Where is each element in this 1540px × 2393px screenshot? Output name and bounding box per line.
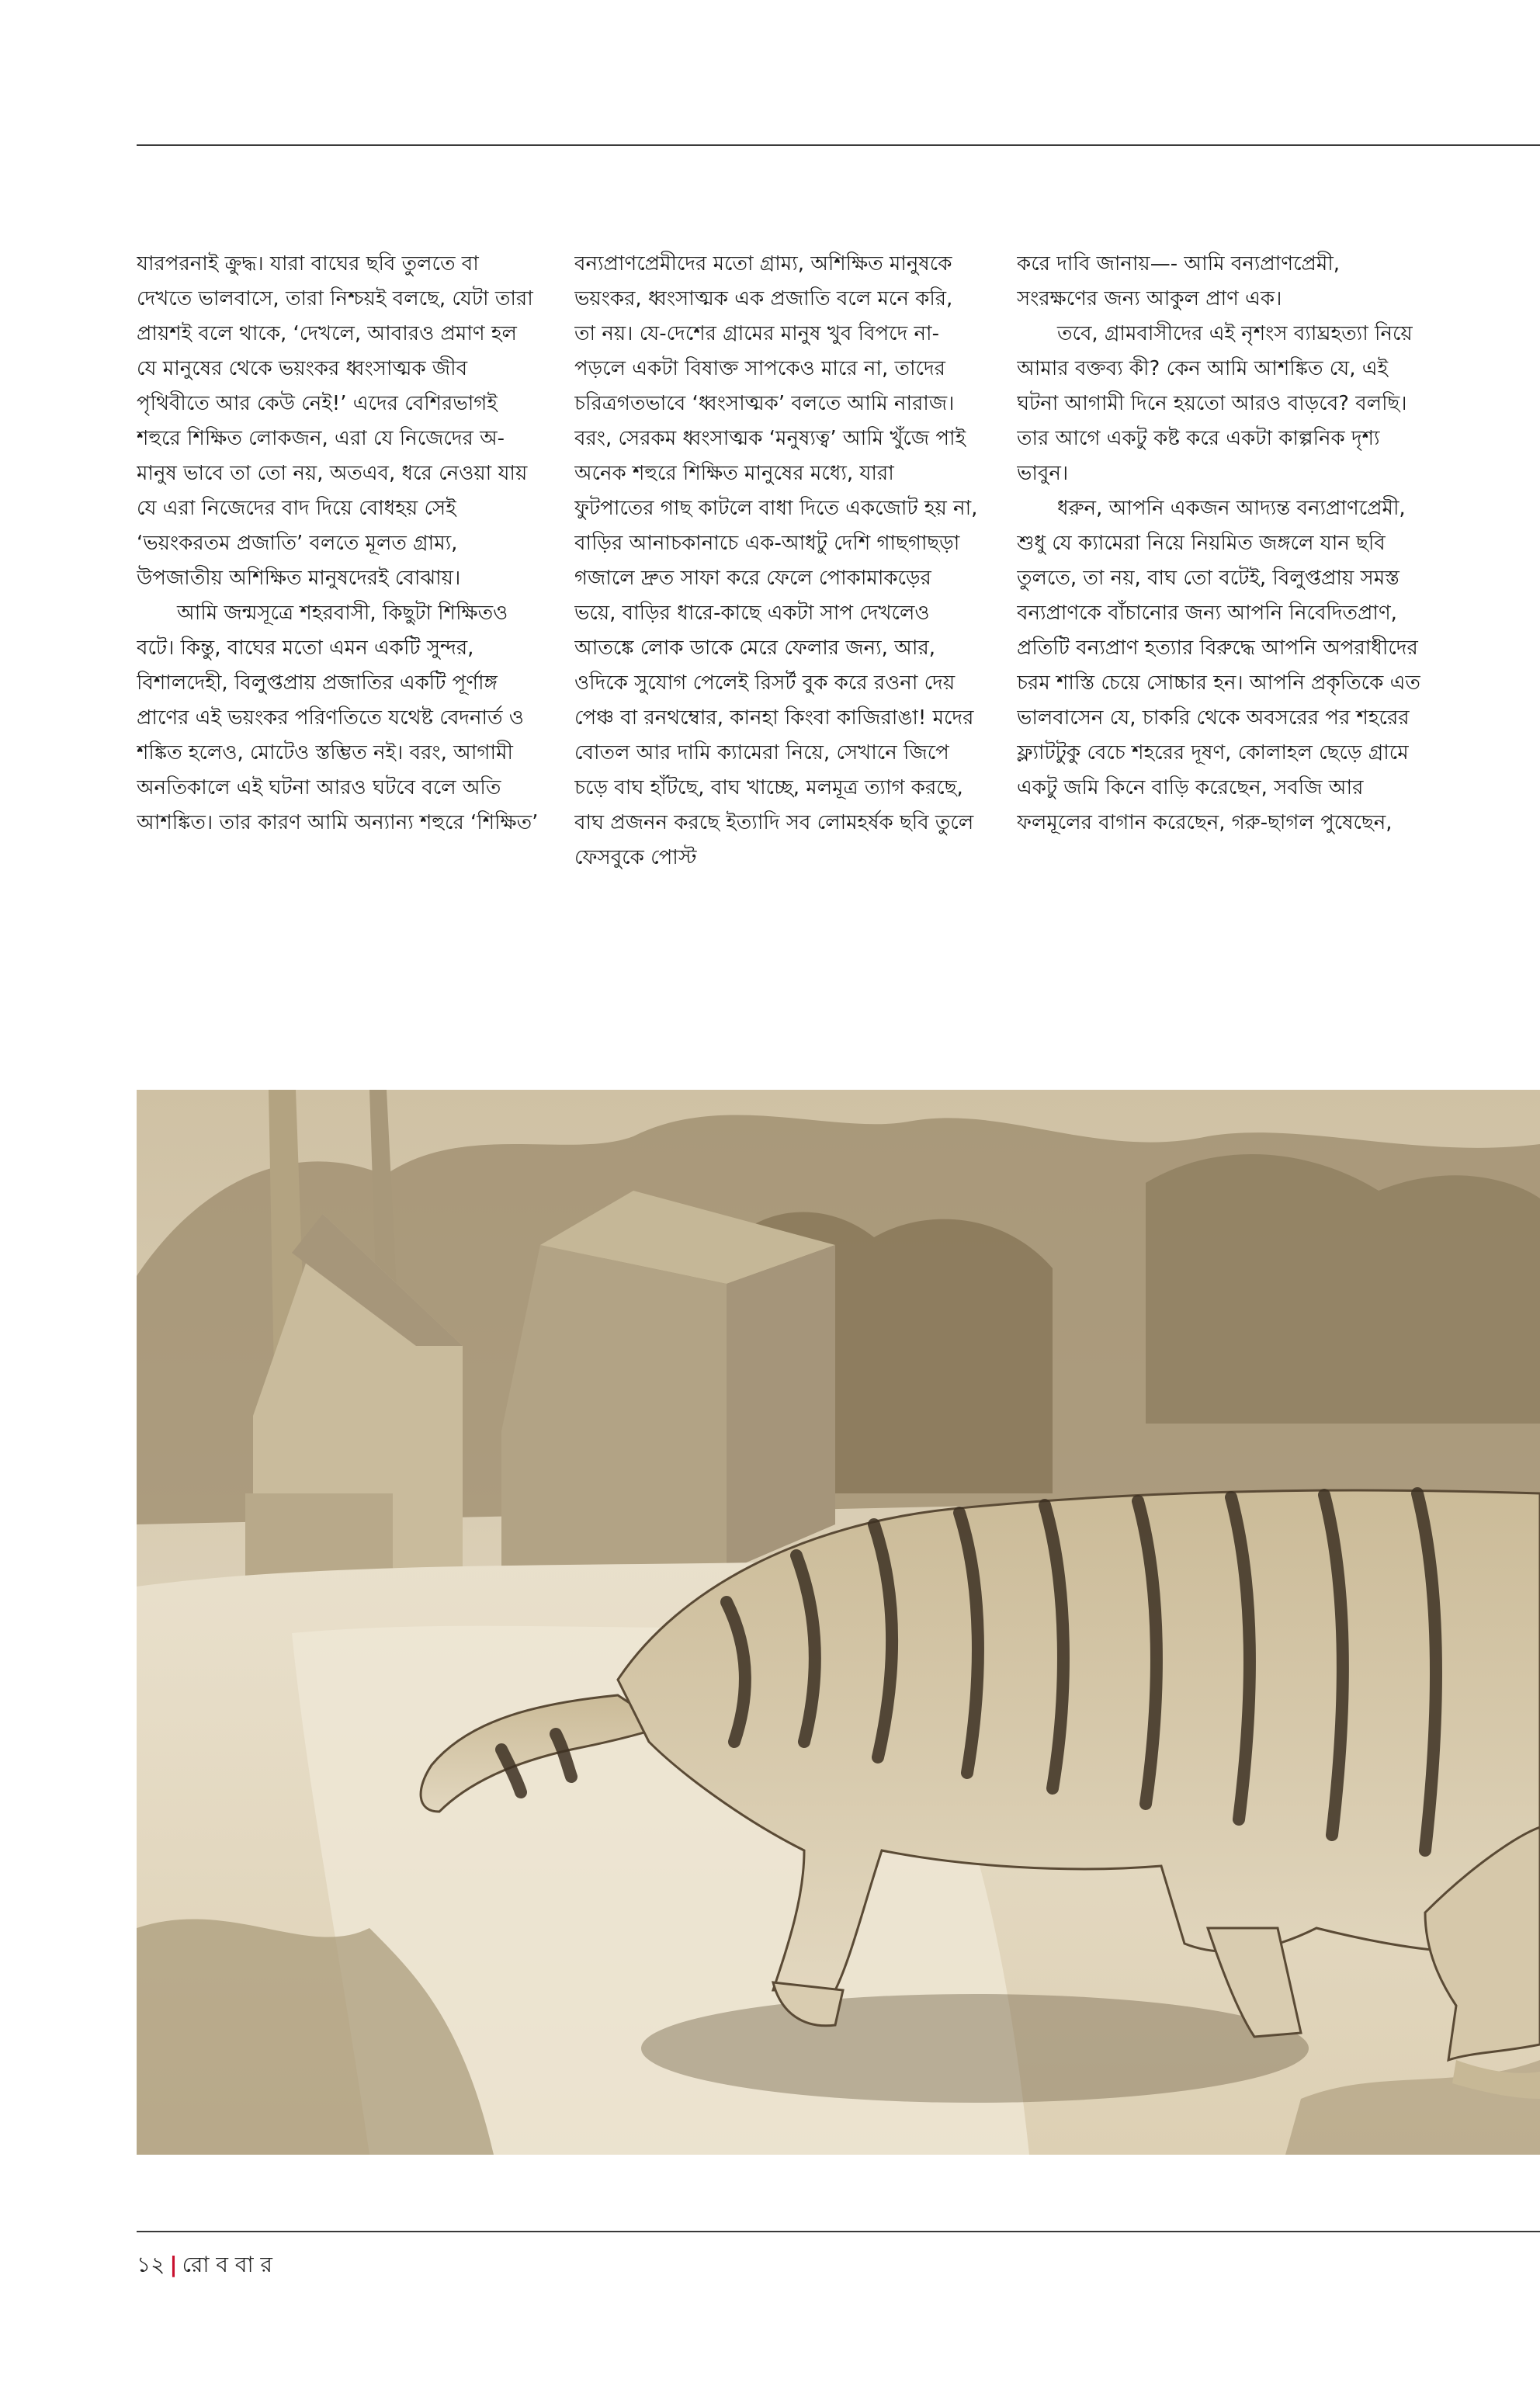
paragraph: করে দাবি জানায়—- আমি বন্যপ্রাণপ্রেমী, সংরক্ষণের জন্য আকুল প্রাণ এক। <box>1017 252 1341 310</box>
paragraph: তবে, গ্রামবাসীদের এই নৃশংস ব্যাঘ্রহত্যা নিয়ে আমার বক্তব্য কী? কেন আমি আশঙ্কিত যে, এই ঘটনা আগামী দিনে হয়তো আরও বাড়বে? বলছি। তার আগে একটু কষ্ট করে একটা কাল্পনিক দৃশ্য ভাবুন। <box>1017 322 1413 485</box>
article-column-3 <box>1017 247 1420 1046</box>
tiger-village-illustration <box>137 1090 1540 2155</box>
magazine-name: রো ব বা র <box>182 2252 272 2277</box>
article-column-2 <box>574 247 978 1046</box>
paragraph: যারপরনাই ক্রুদ্ধ। যারা বাঘের ছবি তুলতে বা দেখতে ভালবাসে, তারা নিশ্চয়ই বলছে, যেটা তারা প্রায়শই বলে থাকে, ‘দেখলে, আবারও প্রমাণ হল যে মানুষের থেকে ভয়ংকর ধ্বংসাত্মক জীব পৃথিবীতে আর কেউ নেই!’ এদের বেশিরভাগই শহুরে শিক্ষিত লোকজন, এরা যে নিজেদের অ-মানুষ ভাবে তা তো নয়, অতএব, ধরে নেওয়া যায় যে এরা নিজেদের বাদ দিয়ে বোধহয় সেই ‘ভয়ংকরতম প্রজাতি’ বলতে মূলত গ্রাম্য, উপজাতীয় অশিক্ষিত মানুষদেরই বোঝায়। <box>137 252 533 590</box>
page-number: ১২ <box>137 2252 165 2277</box>
paragraph: আমি জন্মসূত্রে শহরবাসী, কিছুটা শিক্ষিতও বটে। কিন্তু, বাঘের মতো এমন একটি সুন্দর, বিশালদেহী, বিলুপ্তপ্রায় প্রজাতির একটি পূর্ণাঙ্গ প্রাণের এই ভয়ংকর পরিণতিতে যথেষ্ট বেদনার্ত ও শঙ্কিত হলেও, মোটেও স্তম্ভিত নই। বরং, আগামী অনতিকালে এই ঘটনা আরও ঘটবে বলে অতি আশঙ্কিত। তার কারণ আমি অন্যান্য শহুরে ‘শিক্ষিত’ <box>137 602 539 834</box>
bottom-rule <box>137 2231 1540 2232</box>
paragraph: বন্যপ্রাণপ্রেমীদের মতো গ্রাম্য, অশিক্ষিত মানুষকে ভয়ংকর, ধ্বংসাত্মক এক প্রজাতি বলে মনে করি, তা নয়। যে-দেশের গ্রামের মানুষ খুব বিপদে না-পড়লে একটা বিষাক্ত সাপকেও মারে না, তাদের চরিত্রগতভাবে ‘ধ্বংসাত্মক’ বলতে আমি নারাজ। বরং, সেরকম ধ্বংসাত্মক ‘মনুষ্যত্ব’ আমি খুঁজে পাই অনেক শহুরে শিক্ষিত মানুষের মধ্যে, যারা ফুটপাতের গাছ কাটলে বাধা দিতে একজোট হয় না, বাড়ির আনাচকানাচে এক-আধটু দেশি গাছগাছড়া গজালে দ্রুত সাফা করে ফেলে পোকামাকড়ের ভয়ে, বাড়ির ধারে-কাছে একটা সাপ দেখলেও আতঙ্কে লোক ডাকে মেরে ফেলার জন্য, আর, ওদিকে সুযোগ পেলেই রিসর্ট বুক করে রওনা দেয় পেঞ্চ বা রনথম্বোর, কানহা কিংবা কাজিরাঙা! মদের বোতল আর দামি ক্যামেরা নিয়ে, সেখানে জিপে চড়ে বাঘ হাঁটছে, বাঘ খাচ্ছে, মলমূত্র ত্যাগ করছে, বাঘ প্রজনন করছে ইত্যাদি সব লোমহর্ষক ছবি তুলে ফেসবুকে পোস্ট <box>574 252 978 869</box>
page-footer <box>137 2249 272 2280</box>
paragraph: ধরুন, আপনি একজন আদ্যন্ত বন্যপ্রাণপ্রেমী, শুধু যে ক্যামেরা নিয়ে নিয়মিত জঙ্গলে যান ছবি তুলতে, তা নয়, বাঘ তো বটেই, বিলুপ্তপ্রায় সমস্ত বন্যপ্রাণকে বাঁচানোর জন্য আপনি নিবেদিতপ্রাণ, প্রতিটি বন্যপ্রাণ হত্যার বিরুদ্ধে আপনি অপরাধীদের চরম শাস্তি চেয়ে সোচ্চার হন। আপনি প্রকৃতিকে এত ভালবাসেন যে, চাকরি থেকে অবসরের পর শহরের ফ্ল্যাটটুকু বেচে শহরের দূষণ, কোলাহল ছেড়ে গ্রামে একটু জমি কিনে বাড়ি করেছেন, সবজি আর ফলমূলের বাগান করেছেন, গরু-ছাগল পুষেছেন, <box>1017 497 1420 834</box>
top-rule <box>137 144 1540 146</box>
article-column-1 <box>137 247 540 1046</box>
footer-separator: | <box>169 2252 178 2277</box>
